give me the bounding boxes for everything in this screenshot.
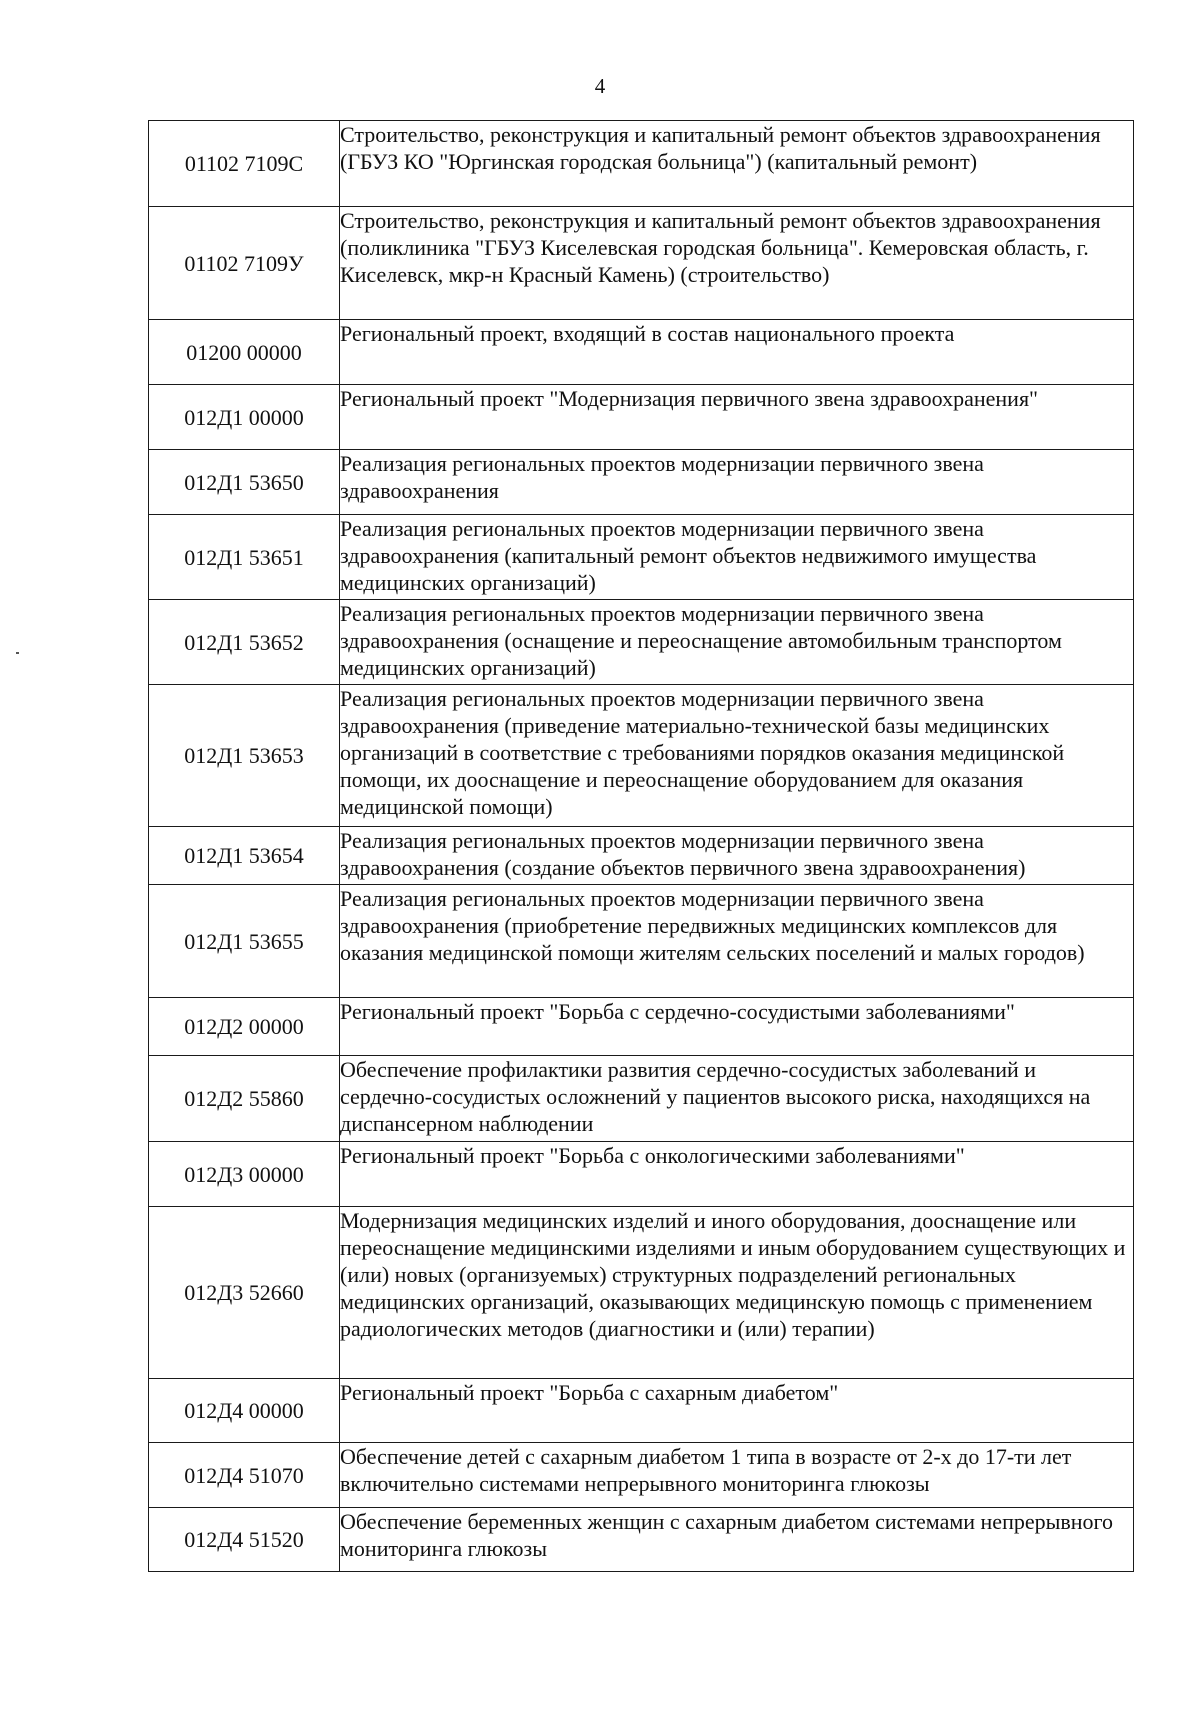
budget-codes-table [148, 120, 1134, 1572]
row-code: 012Д1 53654 [149, 827, 340, 885]
scan-artifact [16, 652, 19, 654]
row-description: Реализация региональных проектов модернизации первичного звена здравоохранения (оснащение и переоснащение автомобильным транспортом медицинских организаций) [340, 600, 1134, 685]
row-description: Реализация региональных проектов модернизации первичного звена здравоохранения (приобретение передвижных медицинских комплексов для оказания медицинской помощи жителям сельских поселений и малых городов) [340, 885, 1134, 998]
row-description: Обеспечение беременных женщин с сахарным диабетом системами непрерывного мониторинга глюкозы [340, 1508, 1134, 1572]
row-description: Реализация региональных проектов модернизации первичного звена здравоохранения (капитальный ремонт объектов недвижимого имущества медицинских организаций) [340, 515, 1134, 600]
row-description: Региональный проект, входящий в состав национального проекта [340, 320, 1134, 385]
row-description: Обеспечение детей с сахарным диабетом 1 типа в возрасте от 2-х до 17-ти лет включительно системами непрерывного мониторинга глюкозы [340, 1443, 1134, 1508]
row-code: 012Д2 00000 [149, 998, 340, 1056]
row-description: Строительство, реконструкция и капитальный ремонт объектов здравоохранения (поликлиника "ГБУЗ Киселевская городская больница". Кемеровская область, г. Киселевск, мкр-н Красный Камень) (строительство) [340, 207, 1134, 320]
row-description: Реализация региональных проектов модернизации первичного звена здравоохранения (создание объектов первичного звена здравоохранения) [340, 827, 1134, 885]
table-row [149, 1207, 1134, 1379]
row-description: Реализация региональных проектов модернизации первичного звена здравоохранения (приведение материально-технической базы медицинских организаций в соответствие с требованиями порядков оказания медицинской помощи, их дооснащение и переоснащение оборудованием для оказания медицинской помощи) [340, 685, 1134, 827]
row-code: 012Д1 00000 [149, 385, 340, 450]
table-row [149, 320, 1134, 385]
row-code: 012Д4 51520 [149, 1508, 340, 1572]
row-description: Обеспечение профилактики развития сердечно-сосудистых заболеваний и сердечно-сосудистых осложнений у пациентов высокого риска, находящихся на диспансерном наблюдении [340, 1056, 1134, 1142]
row-code: 012Д3 52660 [149, 1207, 340, 1379]
table-row [149, 1508, 1134, 1572]
row-description: Региональный проект "Борьба с сахарным диабетом" [340, 1379, 1134, 1443]
table-row [149, 685, 1134, 827]
table-row [149, 207, 1134, 320]
row-code: 012Д4 00000 [149, 1379, 340, 1443]
table-row [149, 1379, 1134, 1443]
row-code: 012Д3 00000 [149, 1142, 340, 1207]
table-row [149, 600, 1134, 685]
row-description: Региональный проект "Борьба с сердечно-сосудистыми заболеваниями" [340, 998, 1134, 1056]
page-number: 4 [594, 74, 606, 98]
row-code: 012Д1 53651 [149, 515, 340, 600]
table-row [149, 385, 1134, 450]
row-code: 012Д4 51070 [149, 1443, 340, 1508]
row-code: 012Д1 53652 [149, 600, 340, 685]
row-code: 012Д1 53653 [149, 685, 340, 827]
table-row [149, 1443, 1134, 1508]
row-description: Модернизация медицинских изделий и иного оборудования, дооснащение или переоснащение медицинскими изделиями и иным оборудованием существующих и (или) новых (организуемых) структурных подразделений региональных медицинских организаций, оказывающих медицинскую помощь с применением радиологических методов (диагностики и (или) терапии) [340, 1207, 1134, 1379]
row-description: Строительство, реконструкция и капитальный ремонт объектов здравоохранения (ГБУЗ КО "Юргинская городская больница") (капитальный ремонт) [340, 121, 1134, 207]
table-row [149, 450, 1134, 515]
row-code: 012Д1 53650 [149, 450, 340, 515]
table-row [149, 1056, 1134, 1142]
row-code: 01102 7109У [149, 207, 340, 320]
row-description: Региональный проект "Модернизация первичного звена здравоохранения" [340, 385, 1134, 450]
table-row [149, 885, 1134, 998]
table-row [149, 1142, 1134, 1207]
table-row [149, 515, 1134, 600]
table-row [149, 121, 1134, 207]
row-code: 012Д1 53655 [149, 885, 340, 998]
row-description: Региональный проект "Борьба с онкологическими заболеваниями" [340, 1142, 1134, 1207]
table-row [149, 998, 1134, 1056]
row-code: 01200 00000 [149, 320, 340, 385]
row-code: 01102 7109С [149, 121, 340, 207]
row-code: 012Д2 55860 [149, 1056, 340, 1142]
row-description: Реализация региональных проектов модернизации первичного звена здравоохранения [340, 450, 1134, 515]
table-row [149, 827, 1134, 885]
